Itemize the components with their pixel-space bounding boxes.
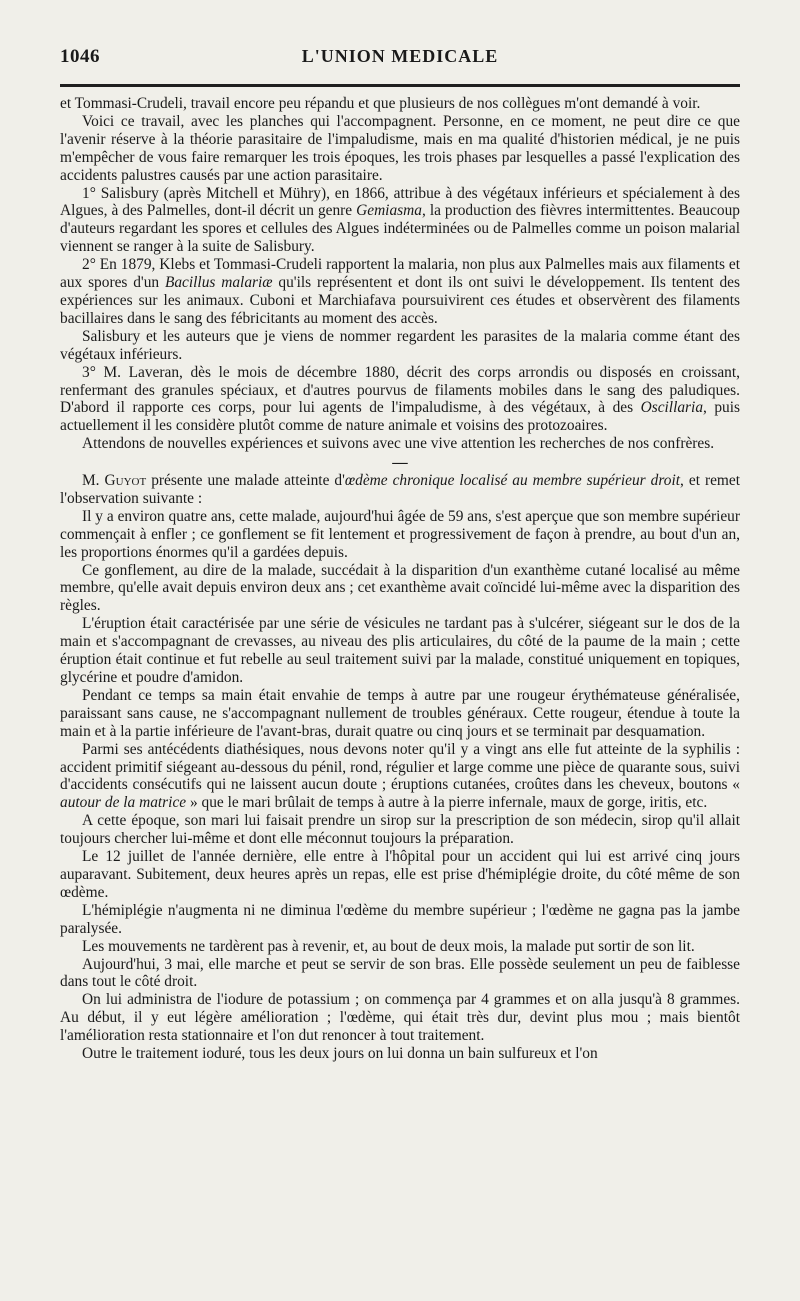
- page-header: [60, 44, 740, 74]
- paragraph: et Tommasi-Crudeli, travail encore peu répandu et que plusieurs de nos collègues m'ont demandé à voir.: [60, 95, 701, 112]
- paragraph: Salisbury et les auteurs que je viens de nommer regardent les parasites de la malaria comme étant des végétaux inférieurs.: [60, 327, 740, 363]
- paragraph: L'éruption était caractérisée par une série de vésicules ne tardant pas à s'ulcérer, siégeant sur le dos de la main et s'accompagnant de crevasses, au niveau des plis articulaires, du côté de la paume de la main ; cette éruption était continue et fut rebelle au seul traitement suivi par la malade, constitué uniquement en topiques, glycérine et poudre d'amidon.: [60, 615, 740, 686]
- section-separator: —: [392, 454, 408, 472]
- paragraph: Outre le traitement ioduré, tous les deux jours on lui donna un bain sulfureux et l'on: [82, 1045, 598, 1063]
- paragraph: Pendant ce temps sa main était envahie de temps à autre par une rougeur érythémateuse généralisée, paraissant sans cause, ne s'accompagnant nullement de troubles généraux. Cette rougeur, étendue à toute la main et à la partie inférieure de l'avant-bras, durait quatre ou cinq jours et se terminait par desquamation.: [60, 686, 740, 740]
- paragraph: Les mouvements ne tardèrent pas à revenir, et, au bout de deux mois, la malade put sortir de son lit.: [82, 937, 695, 955]
- paragraph: Attendons de nouvelles expériences et suivons avec une vive attention les recherches de nos confrères.: [82, 435, 715, 453]
- speaker-name: Guyot: [104, 472, 147, 490]
- paragraph: 1° Salisbury (après Mitchell et Mühry), en 1866, attribue à des végétaux inférieurs et spécialement à des Algues, à des Palmelles, dont-il décrit un genre Gemiasma, la production des fièvres intermittentes. Beaucoup d'auteurs regardant les spores et cellules des Algues indéterminées ou de Palmelles comme un poison malarial viennent se ranger à la suite de Salisbury.: [60, 184, 740, 256]
- page-number: 1046: [60, 46, 100, 67]
- paragraph: Le 12 juillet de l'année dernière, elle entre à l'hôpital pour un accident qui lui est arrivé cinq jours auparavant. Subitement, deux heures après un repas, elle est prise d'hémiplégie droite, du côté même de son œdème.: [60, 848, 740, 901]
- paragraph: Ce gonflement, au dire de la malade, succédait à la disparition d'un exanthème cutané localisé au même membre, qu'elle avait depuis environ deux ans ; cet exanthème avait coïncidé lui-même avec la disparition des règles.: [60, 561, 740, 615]
- paragraph: Voici ce travail, avec les planches qui l'accompagnent. Personne, en ce moment, ne peut dire ce que l'avenir réserve à la théorie parasitaire de l'impaludisme, mais en ma qualité d'historien médical, je ne puis m'empêcher de vous faire remarquer les trois époques, les trois phases par lesquelles a passé l'explication des accidents palustres causés par une action parasitaire.: [60, 112, 740, 184]
- species-name: Bacillus malariæ: [164, 274, 273, 292]
- paragraph: Parmi ses antécédents diathésiques, nous devons noter qu'il y a vingt ans elle fut atteinte de la syphilis : accident primitif siégeant au-dessous du pénil, rond, régulier et large comme une pièce de quarante sous, suivi d'accidents consécutifs qui ne laissent aucun doute ; éruptions cutanées, croûtes dans les cheveux, boutons « autour de la matrice » que le mari brûlait de temps à autre à la pierre infernale, maux de gorge, iritis, etc.: [60, 740, 740, 812]
- header-rule: [60, 84, 740, 87]
- paragraph: Il y a environ quatre ans, cette malade, aujourd'hui âgée de 59 ans, s'est aperçue que son membre supérieur commençait à enfler ; ce gonflement se fit lentement et progressivement de façon à prendre, au bout d'un an, les proportions énormes qu'il a gardées depuis.: [60, 507, 740, 561]
- paragraph: 2° En 1879, Klebs et Tommasi-Crudeli rapportent la malaria, non plus aux Palmelles mais aux filaments et aux spores d'un Bacillus malariæ qu'ils représentent et dont ils ont suivi le développement. Ils tentent des expériences sur les animaux. Cuboni et Marchiafava poursuivirent ces études et observèrent des filaments bacillaires dans le sang des fébricitants au moment des accès.: [60, 256, 741, 327]
- case-title: œdème chronique localisé au membre supérieur droit: [344, 472, 681, 490]
- quoted-phrase: autour de la matrice: [60, 794, 187, 812]
- article-body: [60, 95, 740, 1063]
- paragraph: L'hémiplégie n'augmenta ni ne diminua l'œdème du membre supérieur ; l'œdème ne gagna pas la jambe paralysée.: [60, 901, 740, 937]
- paragraph: 3° M. Laveran, dès le mois de décembre 1880, décrit des corps arrondis ou disposés en croissant, renfermant des granules spéciaux, et d'autres pourvus de filaments mobiles dans le sang des paludiques. D'abord il rapporte ces corps, pour lui agents de l'impaludisme, à des végétaux, à des Oscillaria, puis actuellement il les considère plutôt comme de nature animale et voisins des protozoaires.: [60, 363, 740, 435]
- paragraph: M. Guyot présente une malade atteinte d'œdème chronique localisé au membre supérieur droit, et remet l'observation suivante :: [60, 472, 741, 507]
- running-title: L'UNION MEDICALE: [301, 46, 499, 66]
- paragraph: Aujourd'hui, 3 mai, elle marche et peut se servir de son bras. Elle possède seulement un peu de faiblesse dans tout le côté droit.: [60, 955, 740, 991]
- genus-name: Oscillaria: [640, 399, 704, 417]
- paragraph: On lui administra de l'iodure de potassium ; on commença par 4 grammes et on alla jusqu'à 8 grammes. Au début, il y eut légère amélioration ; l'œdème, qui était très dur, devint plus mou ; mais bientôt l'amélioration resta stationnaire et l'on dut renoncer à tout traitement.: [60, 991, 740, 1045]
- genus-name: Gemiasma: [356, 202, 422, 220]
- paragraph: A cette époque, son mari lui faisait prendre un sirop sur la prescription de son médecin, sirop qu'il allait toujours chercher lui-même et dont elle méconnut toujours la préparation.: [60, 812, 740, 848]
